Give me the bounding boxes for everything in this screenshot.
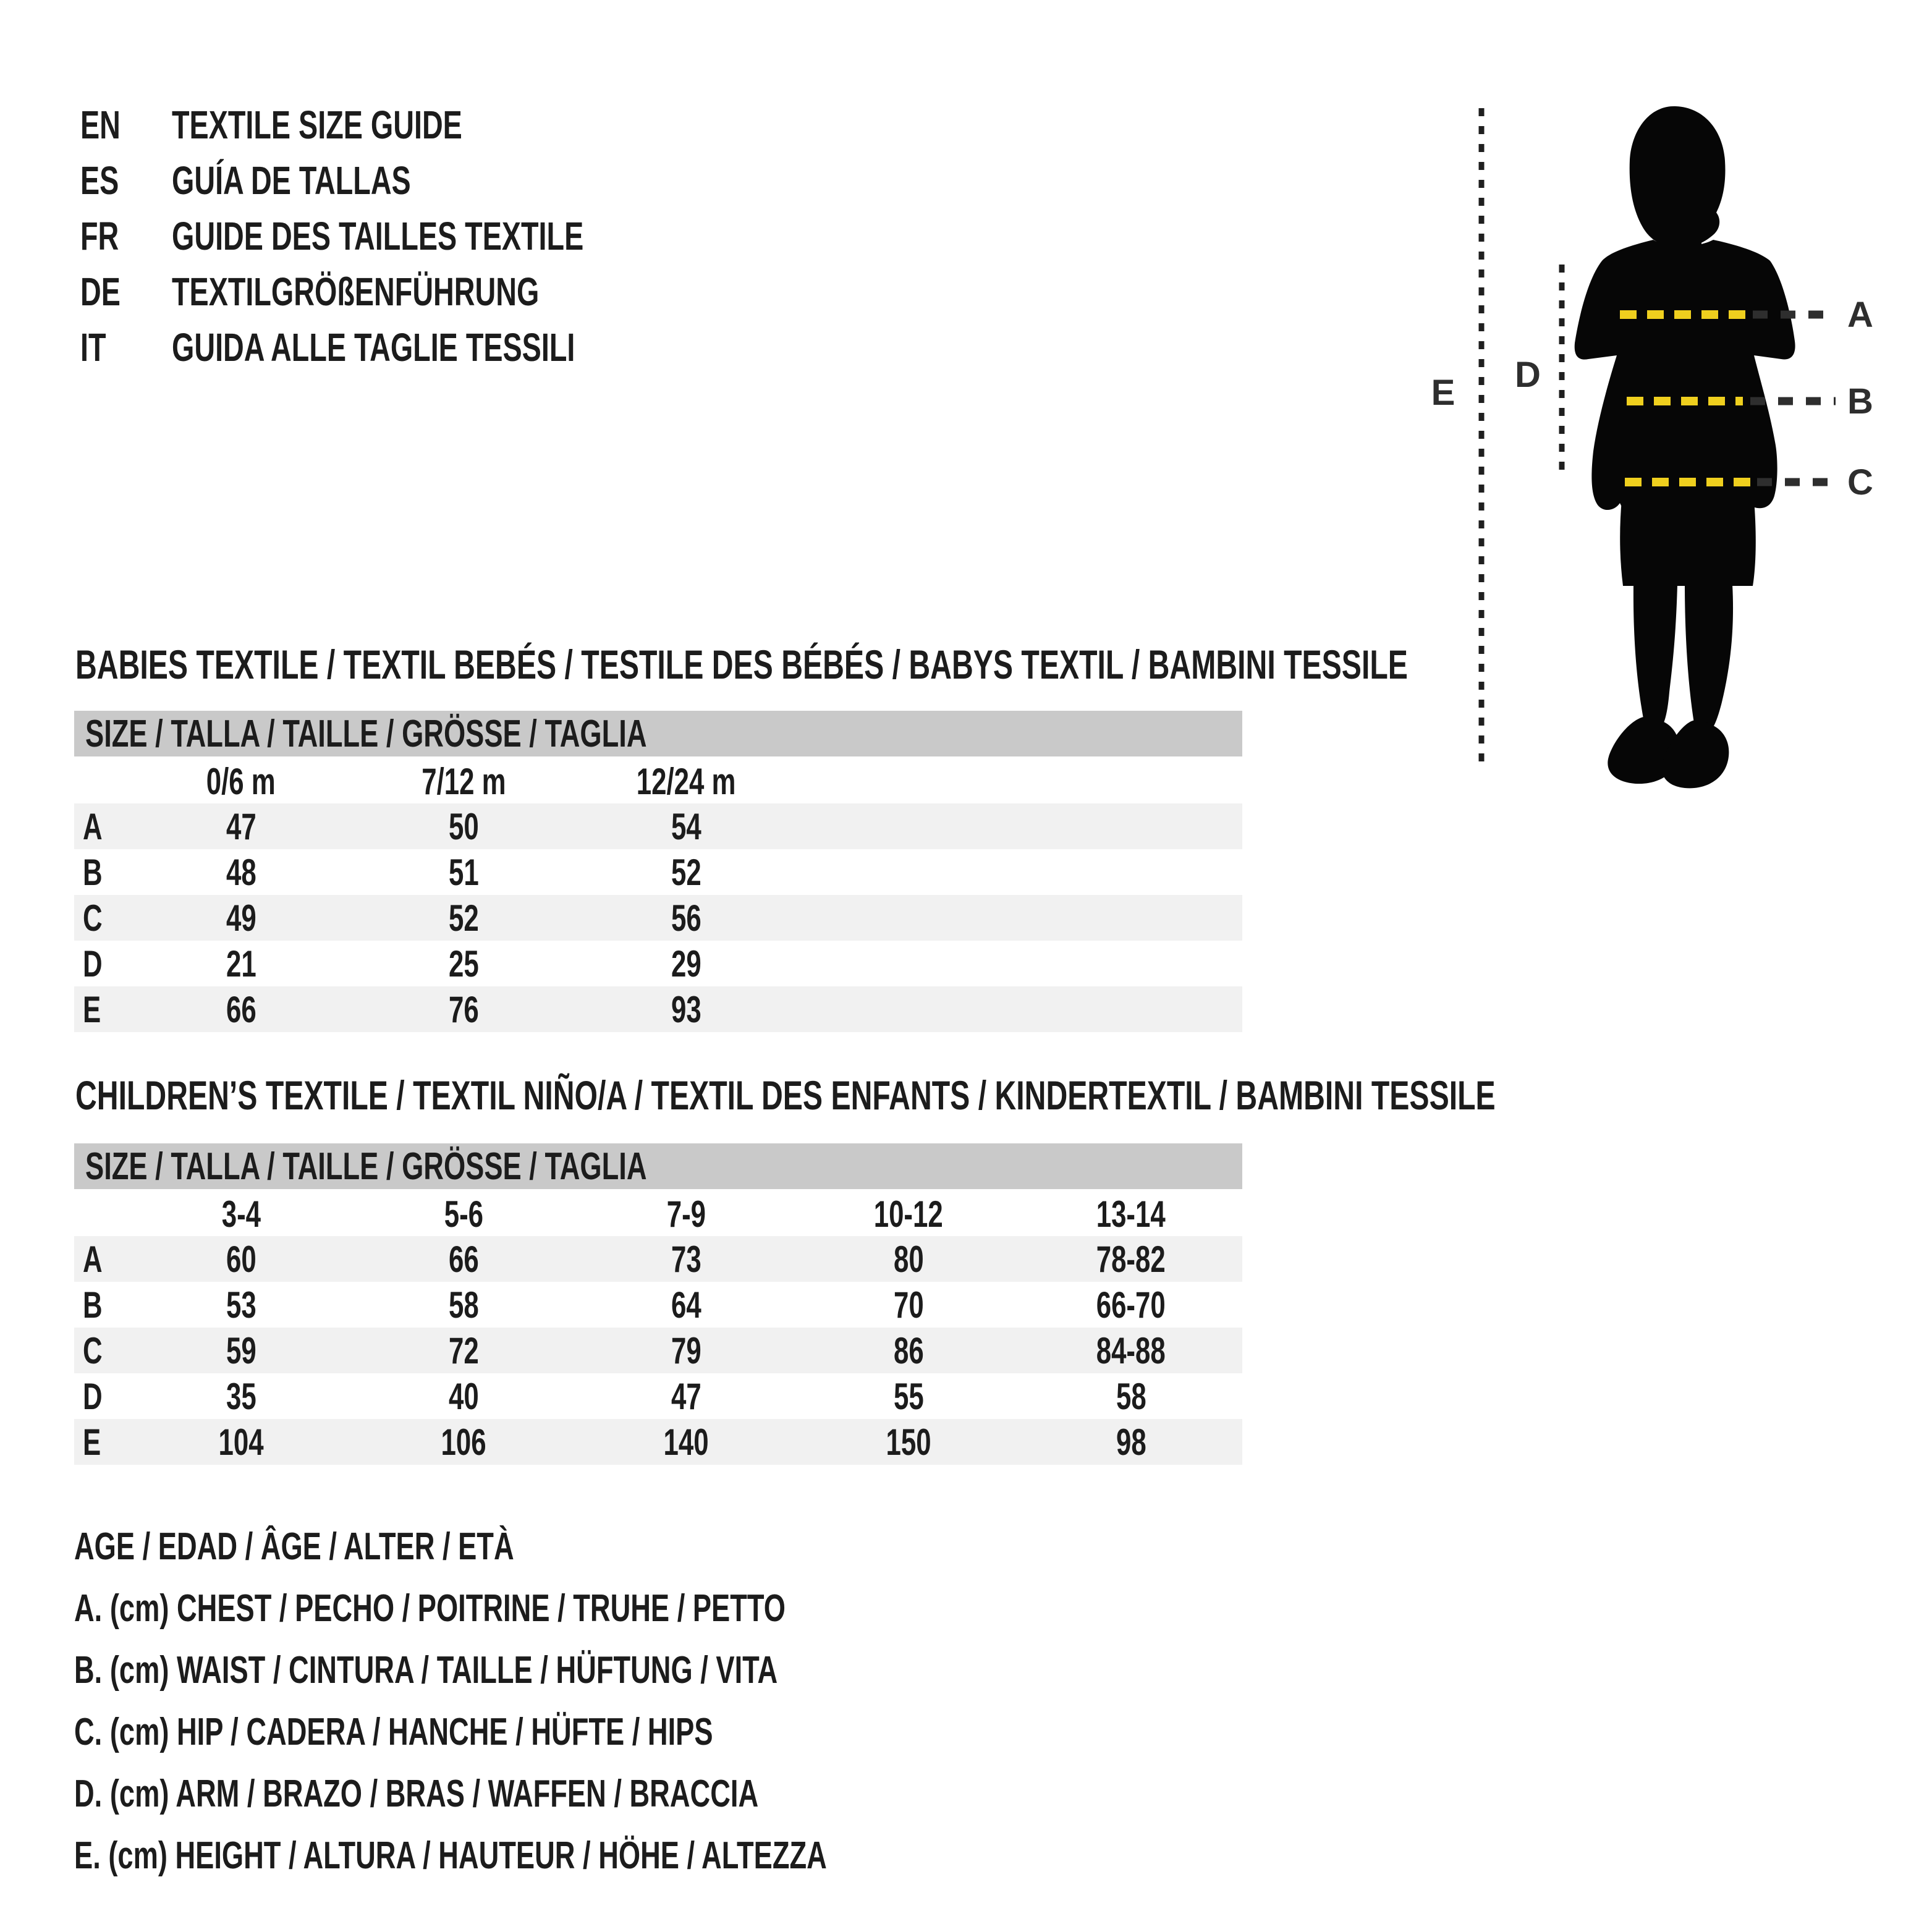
- lang-row-it: [80, 320, 736, 375]
- children-column-headers: [74, 1192, 1242, 1236]
- row-label: E: [83, 1421, 101, 1463]
- table-cell: 52: [671, 851, 701, 893]
- lang-title-fr: GUIDE DES TAILLES TEXTILE: [172, 214, 584, 258]
- table-row: [74, 1373, 1242, 1419]
- hip-label: C: [1847, 462, 1873, 502]
- table-cell: 58: [448, 1284, 479, 1326]
- table-cell: 47: [226, 805, 256, 847]
- lang-row-fr: [80, 208, 736, 264]
- table-cell: 98: [1116, 1421, 1146, 1463]
- legend-chest-line: A. (cm) CHEST / PECHO / POITRINE / TRUHE / PETTO: [74, 1587, 786, 1630]
- legend-age-line: AGE / EDAD / ÂGE / ALTER / ETÀ: [74, 1525, 514, 1568]
- table-cell: 79: [671, 1329, 701, 1371]
- lang-code-de: DE: [80, 269, 121, 314]
- column-header: 3-4: [221, 1193, 261, 1235]
- table-cell: 78-82: [1096, 1238, 1166, 1280]
- legend-waist-line: B. (cm) WAIST / CINTURA / TAILLE / HÜFTUNG / VITA: [74, 1648, 778, 1692]
- children-table-body: [74, 1236, 1242, 1465]
- table-cell: 29: [671, 943, 701, 985]
- column-header: 13-14: [1096, 1193, 1166, 1235]
- table-cell: 48: [226, 851, 256, 893]
- arm-label: D: [1515, 355, 1541, 395]
- column-header: 0/6 m: [206, 760, 276, 802]
- lang-row-en: [80, 97, 736, 153]
- table-cell: 104: [218, 1421, 264, 1463]
- table-cell: 72: [448, 1329, 479, 1371]
- row-label: A: [83, 1238, 103, 1280]
- babies-table-title: BABIES TEXTILE / TEXTIL BEBÉS / TESTILE DES BÉBÉS / BABYS TEXTIL / BAMBINI TESSILE: [75, 642, 1408, 687]
- lang-title-en: TEXTILE SIZE GUIDE: [172, 103, 462, 147]
- column-header: 7-9: [666, 1193, 706, 1235]
- table-cell: 58: [1116, 1375, 1146, 1417]
- row-label: A: [83, 805, 103, 847]
- table-cell: 49: [226, 897, 256, 939]
- babies-column-headers: [74, 759, 1242, 803]
- table-cell: 70: [893, 1284, 924, 1326]
- table-cell: 66-70: [1096, 1284, 1166, 1326]
- language-title-list: [80, 97, 736, 375]
- table-cell: 25: [448, 943, 479, 985]
- table-cell: 55: [893, 1375, 924, 1417]
- row-label: D: [83, 943, 103, 985]
- row-label: D: [83, 1375, 103, 1417]
- table-row: [74, 986, 1242, 1032]
- legend-height-line: E. (cm) HEIGHT / ALTURA / HAUTEUR / HÖHE / ALTEZZA: [74, 1834, 827, 1877]
- lang-title-es: GUÍA DE TALLAS: [172, 158, 411, 203]
- height-label: E: [1431, 373, 1455, 413]
- table-cell: 140: [663, 1421, 709, 1463]
- legend-arm-line: D. (cm) ARM / BRAZO / BRAS / WAFFEN / BRACCIA: [74, 1772, 759, 1815]
- table-row: [74, 941, 1242, 986]
- lang-title-de: TEXTILGRÖßENFÜHRUNG: [172, 269, 540, 314]
- table-row: [74, 895, 1242, 941]
- chest-label: A: [1847, 295, 1873, 335]
- waist-label: B: [1847, 381, 1873, 422]
- table-cell: 50: [448, 805, 479, 847]
- lang-row-es: [80, 153, 736, 208]
- table-cell: 80: [893, 1238, 924, 1280]
- table-row: [74, 849, 1242, 895]
- row-label: B: [83, 1284, 103, 1326]
- table-row: [74, 1282, 1242, 1328]
- row-label: C: [83, 897, 103, 939]
- table-row: [74, 759, 1242, 803]
- table-cell: 52: [448, 897, 479, 939]
- lang-code-it: IT: [80, 325, 106, 370]
- table-cell: 56: [671, 897, 701, 939]
- lang-code-es: ES: [80, 158, 119, 203]
- table-row: [74, 1236, 1242, 1282]
- measurement-legend: [74, 1515, 1105, 1886]
- table-cell: 73: [671, 1238, 701, 1280]
- table-cell: 66: [226, 988, 256, 1030]
- lang-row-de: [80, 264, 736, 320]
- table-row: [74, 803, 1242, 849]
- column-header: 10-12: [873, 1193, 944, 1235]
- table-cell: 51: [448, 851, 479, 893]
- babies-table-body: [74, 803, 1242, 1032]
- silhouette-torso: [1575, 240, 1795, 510]
- silhouette-shorts: [1620, 499, 1756, 586]
- table-cell: 35: [226, 1375, 256, 1417]
- legend-hip-line: C. (cm) HIP / CADERA / HANCHE / HÜFTE / HIPS: [74, 1710, 713, 1753]
- table-cell: 60: [226, 1238, 256, 1280]
- table-cell: 47: [671, 1375, 701, 1417]
- column-header: 7/12 m: [421, 760, 506, 802]
- babies-size-header-bar: SIZE / TALLA / TAILLE / GRÖSSE / TAGLIA: [74, 711, 1242, 756]
- column-header: 5-6: [444, 1193, 483, 1235]
- table-cell: 54: [671, 805, 701, 847]
- table-cell: 76: [448, 988, 479, 1030]
- column-header: 12/24 m: [636, 760, 736, 802]
- table-row: [74, 1328, 1242, 1373]
- table-row: [74, 1192, 1242, 1236]
- children-table-title: CHILDREN’S TEXTILE / TEXTIL NIÑO/A / TEXTIL DES ENFANTS / KINDERTEXTIL / BAMBINI TESSILE: [75, 1072, 1496, 1118]
- children-size-header-bar: SIZE / TALLA / TAILLE / GRÖSSE / TAGLIA: [74, 1143, 1242, 1189]
- table-cell: 21: [226, 943, 256, 985]
- row-label: E: [83, 988, 101, 1030]
- table-cell: 40: [448, 1375, 479, 1417]
- row-label: B: [83, 851, 103, 893]
- table-cell: 84-88: [1096, 1329, 1166, 1371]
- lang-code-en: EN: [80, 103, 121, 147]
- table-cell: 86: [893, 1329, 924, 1371]
- table-cell: 66: [448, 1238, 479, 1280]
- lang-code-fr: FR: [80, 214, 119, 258]
- table-cell: 53: [226, 1284, 256, 1326]
- table-cell: 64: [671, 1284, 701, 1326]
- row-label: C: [83, 1329, 103, 1371]
- lang-title-it: GUIDA ALLE TAGLIE TESSILI: [172, 325, 575, 370]
- table-cell: 59: [226, 1329, 256, 1371]
- table-cell: 106: [441, 1421, 486, 1463]
- table-row: [74, 1419, 1242, 1465]
- table-cell: 150: [886, 1421, 931, 1463]
- table-cell: 93: [671, 988, 701, 1030]
